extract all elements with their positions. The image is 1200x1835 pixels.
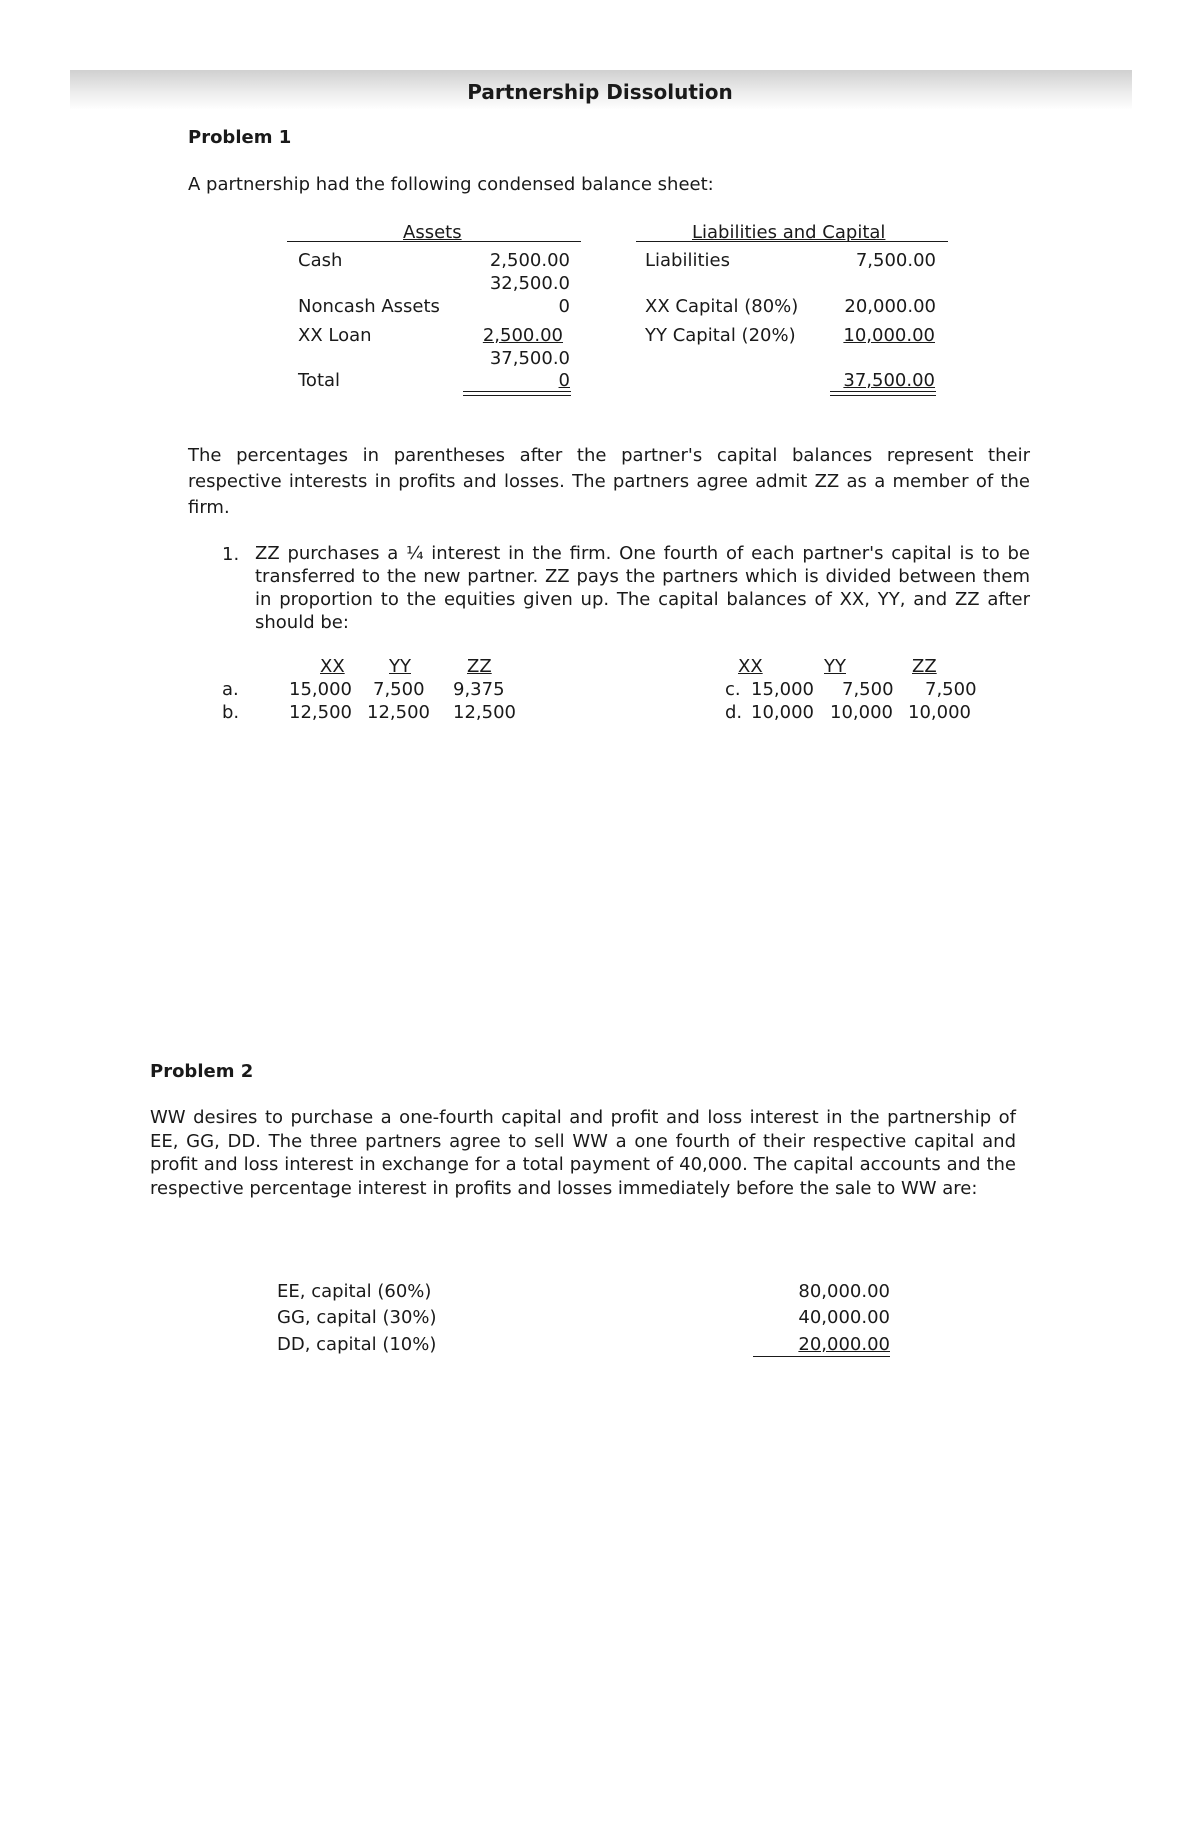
ee-capital-label: EE, capital (60%) [277,1281,432,1302]
choice-b-zz: 12,500 [453,702,516,723]
choice-header-xx-right: XX [738,656,763,677]
question1-number: 1. [222,544,240,565]
liab-total-double-rule [830,391,936,396]
gg-capital-label: GG, capital (30%) [277,1307,437,1328]
choice-a-zz: 9,375 [453,679,505,700]
problem1-heading: Problem 1 [188,127,292,148]
xx-capital-value: 20,000.00 [844,296,936,317]
ee-capital-value: 80,000.00 [798,1281,890,1302]
assets-total-double-rule [463,391,571,396]
noncash-value-line2: 0 [558,296,570,317]
choice-header-yy-left: YY [389,656,411,677]
choice-d-yy: 10,000 [830,702,893,723]
dd-capital-value: 20,000.00 [798,1334,890,1355]
noncash-value-line1: 32,500.0 [489,273,570,294]
choice-b-yy: 12,500 [367,702,430,723]
xx-loan-label: XX Loan [298,325,372,346]
choice-d-xx: 10,000 [751,702,814,723]
liab-total-value: 37,500.00 [843,370,935,391]
cash-value: 2,500.00 [489,250,570,271]
document-title: Partnership Dissolution [467,80,733,104]
capital-total-rule [753,1356,890,1357]
noncash-label: Noncash Assets [298,296,440,317]
choice-c-zz: 7,500 [925,679,977,700]
choice-c-letter: c. [725,679,741,700]
total-value-line2: 0 [558,370,570,391]
question1-text: ZZ purchases a ¼ interest in the firm. One fourth of each partner's capital is to be transferred to the new partner. ZZ pays the partners which is divided between them in proportion to the equities given up. The capital balances of XX, YY, and ZZ after should be: [255,543,1030,633]
choice-c-xx: 15,000 [751,679,814,700]
choice-a-xx: 15,000 [289,679,352,700]
cash-label: Cash [298,250,343,271]
liabilities-value: 7,500.00 [855,250,936,271]
choice-a-letter: a. [222,679,239,700]
choice-header-zz-left: ZZ [467,656,492,677]
liabilities-label: Liabilities [645,250,730,271]
choice-header-yy-right: YY [824,656,846,677]
problem2-heading: Problem 2 [150,1061,254,1082]
choice-c-yy: 7,500 [842,679,894,700]
dd-capital-label: DD, capital (10%) [277,1334,437,1355]
yy-capital-value: 10,000.00 [843,325,935,346]
problem2-text: WW desires to purchase a one-fourth capital and profit and loss interest in the partnership of EE, GG, DD. The three partners agree to sell WW a one fourth of their respective capital and profit and loss interest in exchange for a total payment of 40,000. The capital accounts and the respective percentage interest in profits and losses immediately before the sale to WW are: [150,1107,1016,1199]
choice-header-xx-left: XX [320,656,345,677]
problem1-explanation: The percentages in parentheses after the partner's capital balances represent their respective interests in profits and losses. The partners agree admit ZZ as a member of the firm. [188,445,1030,518]
gg-capital-value: 40,000.00 [798,1307,890,1328]
choice-d-zz: 10,000 [908,702,971,723]
xx-capital-label: XX Capital (80%) [645,296,799,317]
choice-b-letter: b. [222,702,240,723]
choice-a-yy: 7,500 [373,679,425,700]
total-value-line1: 37,500.0 [489,348,570,369]
problem1-intro: A partnership had the following condensed balance sheet: [188,174,714,195]
xx-loan-value: 2,500.00 [482,325,563,346]
choice-d-letter: d. [725,702,743,723]
choice-b-xx: 12,500 [289,702,352,723]
assets-header: Assets [403,222,462,243]
yy-capital-label: YY Capital (20%) [645,325,796,346]
liab-capital-header: Liabilities and Capital [692,222,886,243]
total-label: Total [298,370,341,391]
choice-header-zz-right: ZZ [912,656,937,677]
